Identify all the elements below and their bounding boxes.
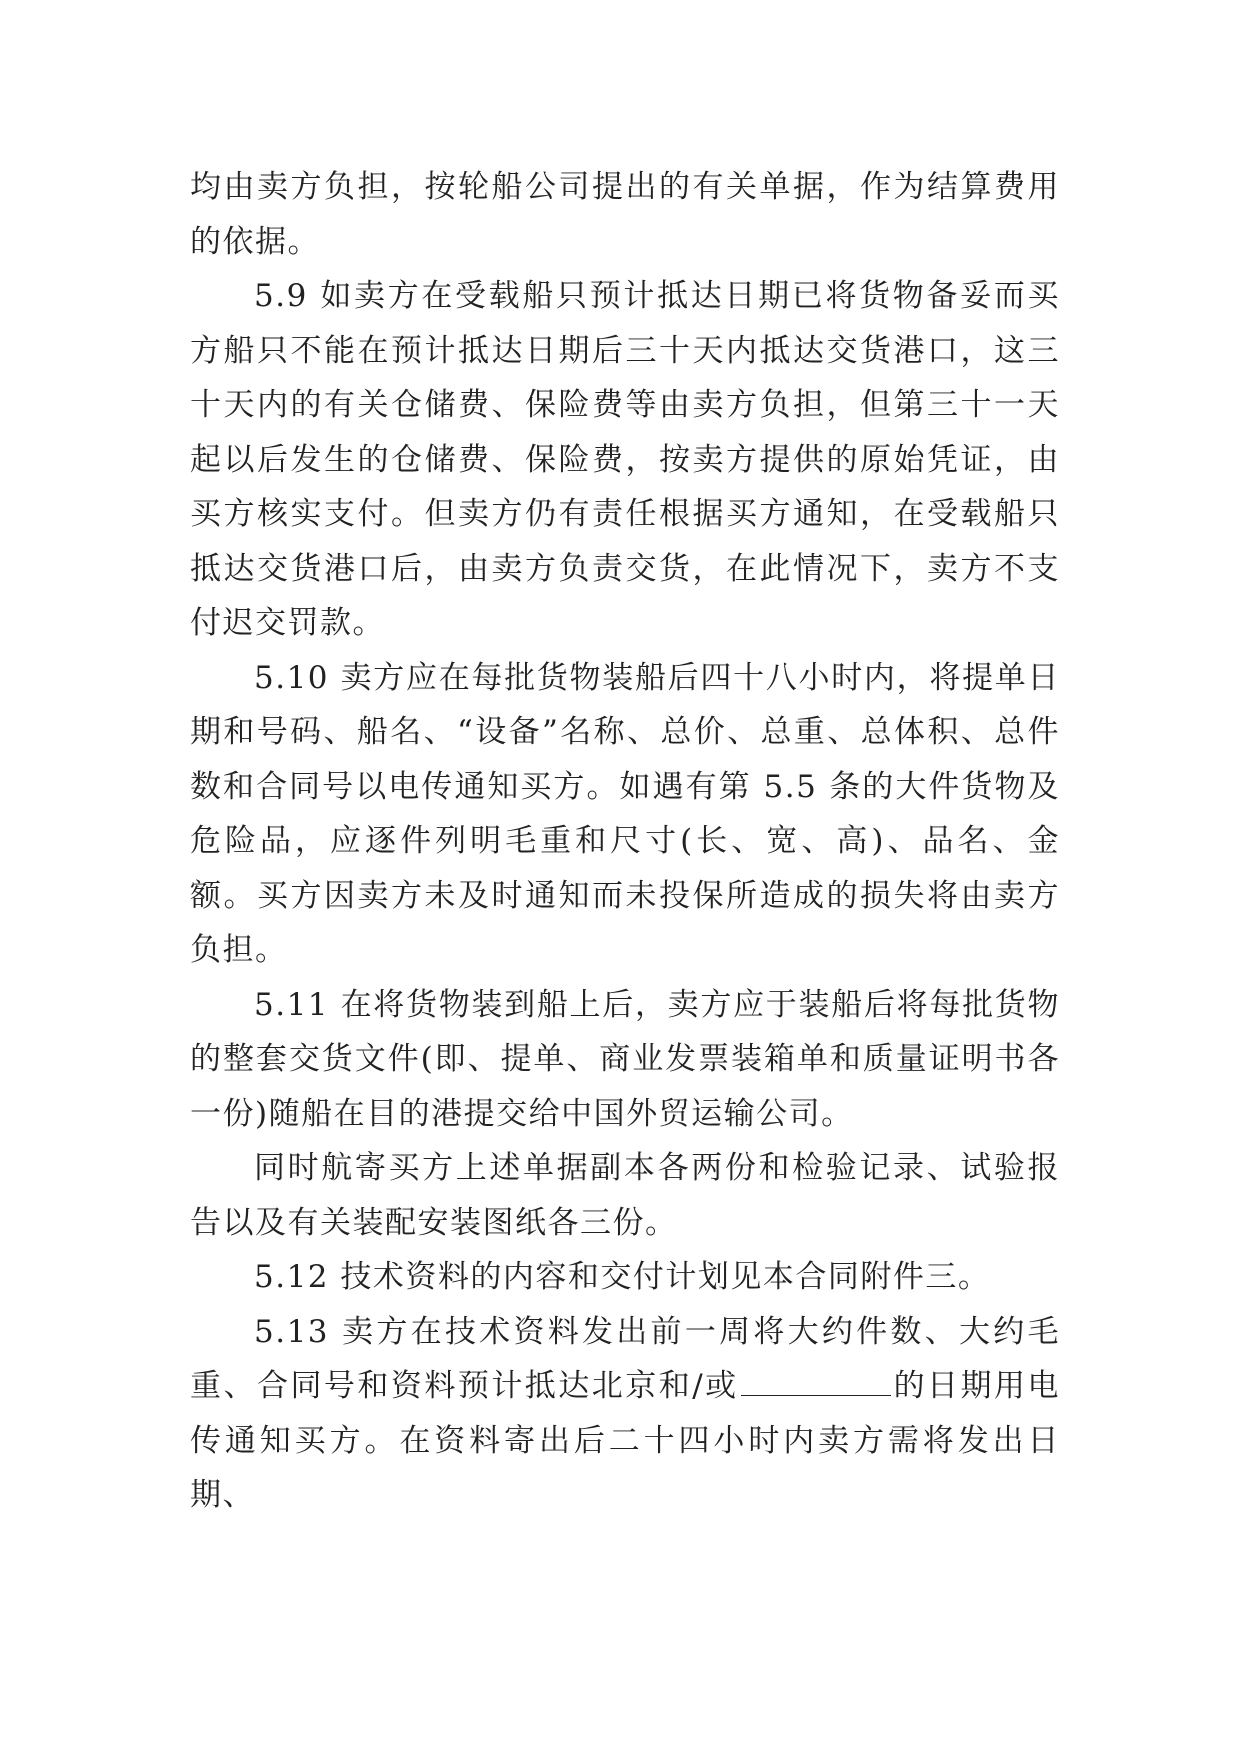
clause-5-13-text-before-blank: 5.13 卖方在技术资料发出前一周将大约件数、大约毛重、合同号和资料预计抵达北京和/或 [190,1313,1060,1404]
paragraph-clause-5-11: 5.11 在将货物装到船上后，卖方应于装船后将每批货物的整套交货文件(即、提单、商业发票装箱单和质量证明书各一份)随船在目的港提交给中国外贸运输公司。 [190,986,1060,1132]
paragraph-clause-5-12: 5.12 技术资料的内容和交付计划见本合同附件三。 [254,1259,991,1295]
paragraph-continuation: 均由卖方负担，按轮船公司提出的有关单据，作为结算费用的依据。 [190,169,1060,260]
document-body [190,160,1060,1523]
paragraph-clause-5-10: 5.10 卖方应在每批货物装船后四十八小时内，将提单日期和号码、船名、“设备”名称、总价、总重、总体积、总件数和合同号以电传通知买方。如遇有第 5.5 条的大件货物及危险品，应逐件列明毛重和尺寸(长、宽、高)、品名、金额。买方因卖方未及时通知而未投保所造成的损失将由卖方负担。 [190,659,1060,968]
paragraph-clause-5-11-continued: 同时航寄买方上述单据副本各两份和检验记录、试验报告以及有关装配安装图纸各三份。 [190,1150,1060,1241]
paragraph-clause-5-13 [190,1305,1060,1523]
paragraph-clause-5-9: 5.9 如卖方在受载船只预计抵达日期已将货物备妥而买方船只不能在预计抵达日期后三十天内抵达交货港口，这三十天内的有关仓储费、保险费等由卖方负担，但第三十一天起以后发生的仓储费、保险费，按卖方提供的原始凭证，由买方核实支付。但卖方仍有责任根据买方通知，在受载船只抵达交货港口后，由卖方负责交货，在此情况下，卖方不支付迟交罚款。 [190,278,1060,641]
fill-in-blank [741,1361,891,1396]
clause-5-13-text-after-blank: 的日期用电传通知买方。在资料寄出后二十四小时内卖方需将发出日期、 [190,1368,1060,1513]
